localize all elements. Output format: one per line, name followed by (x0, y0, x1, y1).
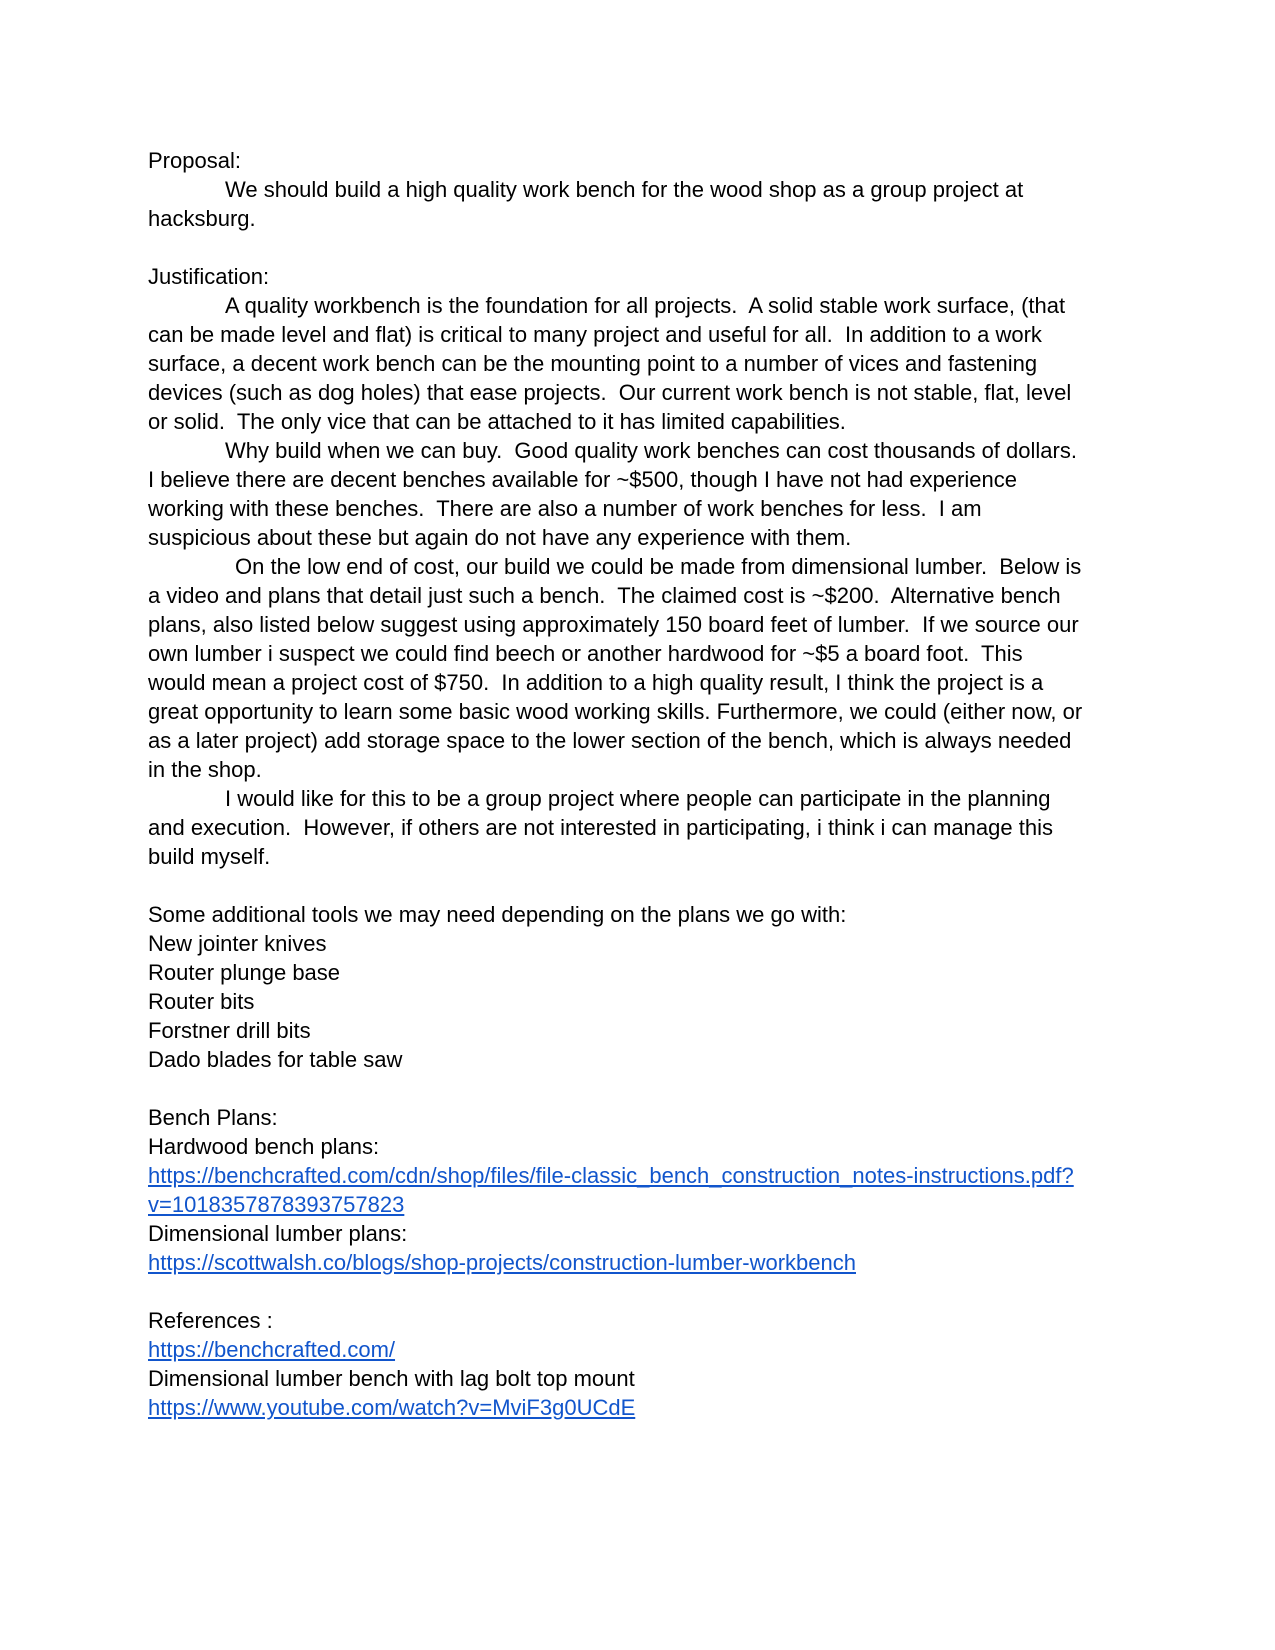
text-line: We should build a high quality work bench for the wood shop as a group project at (225, 177, 1024, 202)
document-body (148, 146, 1143, 1422)
tool-item: Router plunge base (148, 960, 341, 985)
text-line: would mean a project cost of $750. In addition to a high quality result, I think the project is a (148, 670, 1044, 695)
label-dimensional-lumber-plans: Dimensional lumber plans: (148, 1221, 408, 1246)
link-line (148, 1161, 1143, 1190)
text-line: I would like for this to be a group project where people can participate in the planning (225, 786, 1051, 811)
heading-proposal: Proposal: (148, 148, 241, 173)
text-line: or solid. The only vice that can be attached to it has limited capabilities. (148, 409, 846, 434)
heading-bench-plans: Bench Plans: (148, 1105, 278, 1130)
text-line: and execution. However, if others are not interested in participating, i think i can manage this (148, 815, 1053, 840)
text-line: as a later project) add storage space to the lower section of the bench, which is always needed (148, 728, 1072, 753)
text-line: A quality workbench is the foundation for all projects. A solid stable work surface, (that (225, 293, 1066, 318)
text-line: suspicious about these but again do not have any experience with them. (148, 525, 852, 550)
label-hardwood-bench-plans: Hardwood bench plans: (148, 1134, 380, 1159)
text-line: build myself. (148, 844, 271, 869)
link-line (148, 1248, 1143, 1277)
text-line: Why build when we can buy. Good quality work benches can cost thousands of dollars. (225, 438, 1077, 463)
dimensional-lumber-plans-link[interactable]: https://scottwalsh.co/blogs/shop-projects/construction-lumber-workbench (148, 1250, 856, 1275)
text-line: a video and plans that detail just such a bench. The claimed cost is ~$200. Alternative bench (148, 583, 1061, 608)
text-line: great opportunity to learn some basic wood working skills. Furthermore, we could (either now, or (148, 699, 1083, 724)
youtube-reference-link[interactable]: https://www.youtube.com/watch?v=MviF3g0UCdE (148, 1395, 636, 1420)
link-line (148, 1335, 1143, 1364)
blank-line (148, 1074, 1143, 1103)
blank-line (148, 871, 1143, 900)
text-line: working with these benches. There are also a number of work benches for less. I am (148, 496, 982, 521)
text-line: surface, a decent work bench can be the mounting point to a number of vices and fastening (148, 351, 1038, 376)
heading-justification: Justification: (148, 264, 270, 289)
hardwood-bench-plans-link-line-1[interactable]: https://benchcrafted.com/cdn/shop/files/file-classic_bench_construction_notes-instructions.pdf? (148, 1163, 1074, 1188)
heading-references: References : (148, 1308, 273, 1333)
link-line (148, 1393, 1143, 1422)
text-line: plans, also listed below suggest using approximately 150 board feet of lumber. If we source our (148, 612, 1079, 637)
blank-line (148, 233, 1143, 262)
blank-line (148, 1277, 1143, 1306)
text-line: own lumber i suspect we could find beech or another hardwood for ~$5 a board foot. This (148, 641, 1023, 666)
link-line (148, 1190, 1143, 1219)
label-youtube-reference: Dimensional lumber bench with lag bolt top mount (148, 1366, 635, 1391)
text-line: devices (such as dog holes) that ease projects. Our current work bench is not stable, flat, level (148, 380, 1072, 405)
text-line: On the low end of cost, our build we could be made from dimensional lumber. Below is (235, 554, 1082, 579)
benchcrafted-reference-link[interactable]: https://benchcrafted.com/ (148, 1337, 396, 1362)
text-line: in the shop. (148, 757, 262, 782)
tool-item: New jointer knives (148, 931, 327, 956)
tool-item: Dado blades for table saw (148, 1047, 403, 1072)
text-line: I believe there are decent benches available for ~$500, though I have not had experience (148, 467, 1018, 492)
tools-list-intro: Some additional tools we may need depending on the plans we go with: (148, 902, 847, 927)
tool-item: Router bits (148, 989, 255, 1014)
hardwood-bench-plans-link-line-2[interactable]: v=1018357878393757823 (148, 1192, 405, 1217)
text-line: hacksburg. (148, 206, 256, 231)
text-line: can be made level and flat) is critical to many project and useful for all. In addition to a work (148, 322, 1042, 347)
tool-item: Forstner drill bits (148, 1018, 311, 1043)
